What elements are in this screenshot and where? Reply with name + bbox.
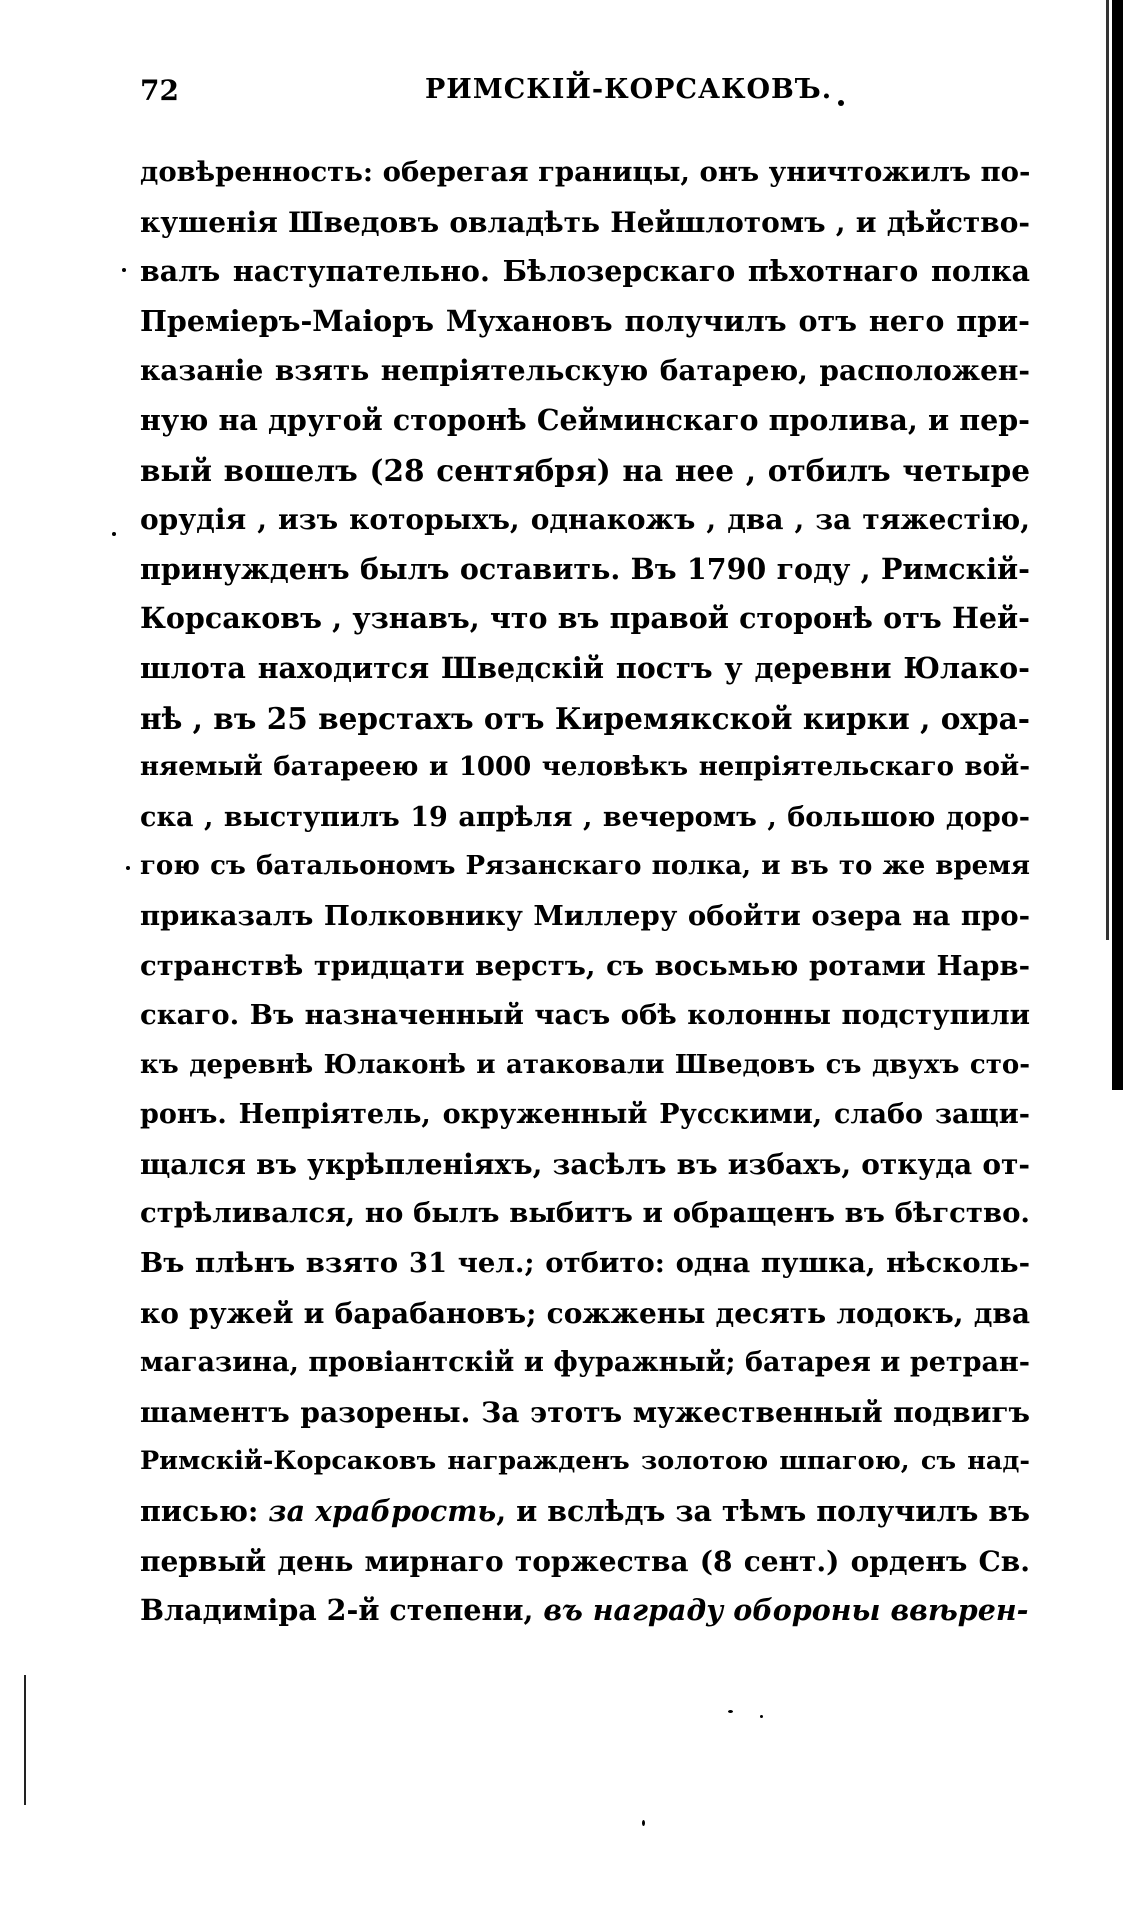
margin-scan-line — [24, 1675, 26, 1805]
print-speck — [642, 1820, 645, 1826]
text-line-9: принужденъ былъ оставить. Въ 1790 году , Римскій- — [140, 551, 1030, 586]
text-line-13: няемый батареею и 1000 человѣкъ непріятельскаго вой- — [140, 752, 1030, 783]
emphasis-v-nagradu: въ награду обороны ввѣрен- — [543, 1593, 1029, 1628]
print-speck — [112, 532, 116, 536]
text-line-27: Римскій-Корсаковъ награжденъ золотою шпагою, съ над- — [140, 1446, 1030, 1477]
text-line-22: стрѣливался, но былъ выбитъ и обращенъ въ бѣгство. — [140, 1197, 1030, 1230]
emphasis-za-khrabrost: за храбрость — [268, 1494, 497, 1529]
running-title: РИМСКІЙ-КОРСАКОВЪ. — [425, 74, 833, 105]
page-header — [140, 62, 1030, 112]
text-line-23: Въ плѣнъ взято 31 чел.; отбито: одна пушка, нѣсколь- — [140, 1247, 1030, 1280]
text-line-25: магазина, провіантскій и фуражный; батарея и ретран- — [140, 1347, 1030, 1379]
text-line-28 — [140, 1487, 1030, 1537]
text-line-3: валъ наступательно. Бѣлозерскаго пѣхотнаго полка — [140, 254, 1030, 289]
print-speck — [728, 1710, 733, 1713]
text-line-20: ронъ. Непріятель, окруженный Русскими, слабо защи- — [140, 1099, 1030, 1131]
text-line-18: скаго. Въ назначенный часъ обѣ колонны подступили — [140, 999, 1030, 1032]
text-line-29: первый день мирнаго торжества (8 сент.) орденъ Св. — [140, 1544, 1030, 1578]
text-line-17: странствѣ тридцати верстъ, съ восьмью ротами Нарв- — [140, 949, 1030, 982]
print-speck — [122, 268, 126, 272]
page-binding-edge — [1112, 0, 1123, 1090]
text-line-16: приказалъ Полковнику Миллеру обойти озера на про- — [140, 899, 1030, 932]
text-line-30 — [140, 1586, 1030, 1636]
print-speck — [760, 1715, 763, 1718]
text-line-5: казаніе взять непріятельскую батарею, расположен- — [140, 354, 1030, 388]
line-28-end: , и вслѣдъ за тѣмъ получилъ въ — [496, 1494, 1030, 1529]
text-line-14: ска , выступилъ 19 апрѣля , вечеромъ , большою доро- — [140, 801, 1030, 833]
print-speck — [126, 866, 130, 870]
line-30-start: Владиміра 2-й степени, — [140, 1593, 544, 1628]
text-line-10: Корсаковъ , узнавъ, что въ правой сторонѣ отъ Ней- — [140, 601, 1030, 636]
page-binding-shadow — [1106, 0, 1109, 940]
text-line-1: довѣренность: оберегая границы, онъ уничтожилъ по- — [140, 156, 1031, 188]
print-speck — [838, 100, 844, 106]
page-number: 72 — [140, 74, 179, 107]
text-line-4: Преміеръ-Маіоръ Мухановъ получилъ отъ него при- — [140, 303, 1030, 338]
text-line-11: шлота находится Шведскій постъ у деревни Юлако- — [140, 650, 1030, 685]
body-text — [140, 148, 1030, 1636]
text-line-26: шаментъ разорены. За этотъ мужественный подвигъ — [140, 1395, 1030, 1429]
text-line-24: ко ружей и барабановъ; сожжены десять лодокъ, два — [140, 1296, 1030, 1330]
text-line-2: кушенія Шведовъ овладѣть Нейшлотомъ , и дѣйство- — [140, 205, 1030, 239]
text-line-19: къ деревнѣ Юлаконѣ и атаковали Шведовъ съ двухъ сто- — [140, 1049, 1030, 1080]
text-line-8: орудія , изъ которыхъ, однакожъ , два , за тяжестію, — [140, 503, 1030, 537]
text-line-7: вый вошелъ (28 сентября) на нее , отбилъ четыре — [140, 452, 1030, 488]
text-line-12: нѣ , въ 25 верстахъ отъ Киремякской кирки , охра- — [140, 700, 1030, 736]
text-line-21: щался въ укрѣпленіяхъ, засѣлъ въ избахъ, откуда от- — [140, 1147, 1030, 1181]
line-28-start: писью: — [140, 1494, 269, 1529]
text-line-15: гою съ батальономъ Рязанскаго полка, и въ то же время — [140, 851, 1030, 882]
text-line-6: ную на другой сторонѣ Сейминскаго пролива, и пер- — [140, 402, 1030, 437]
